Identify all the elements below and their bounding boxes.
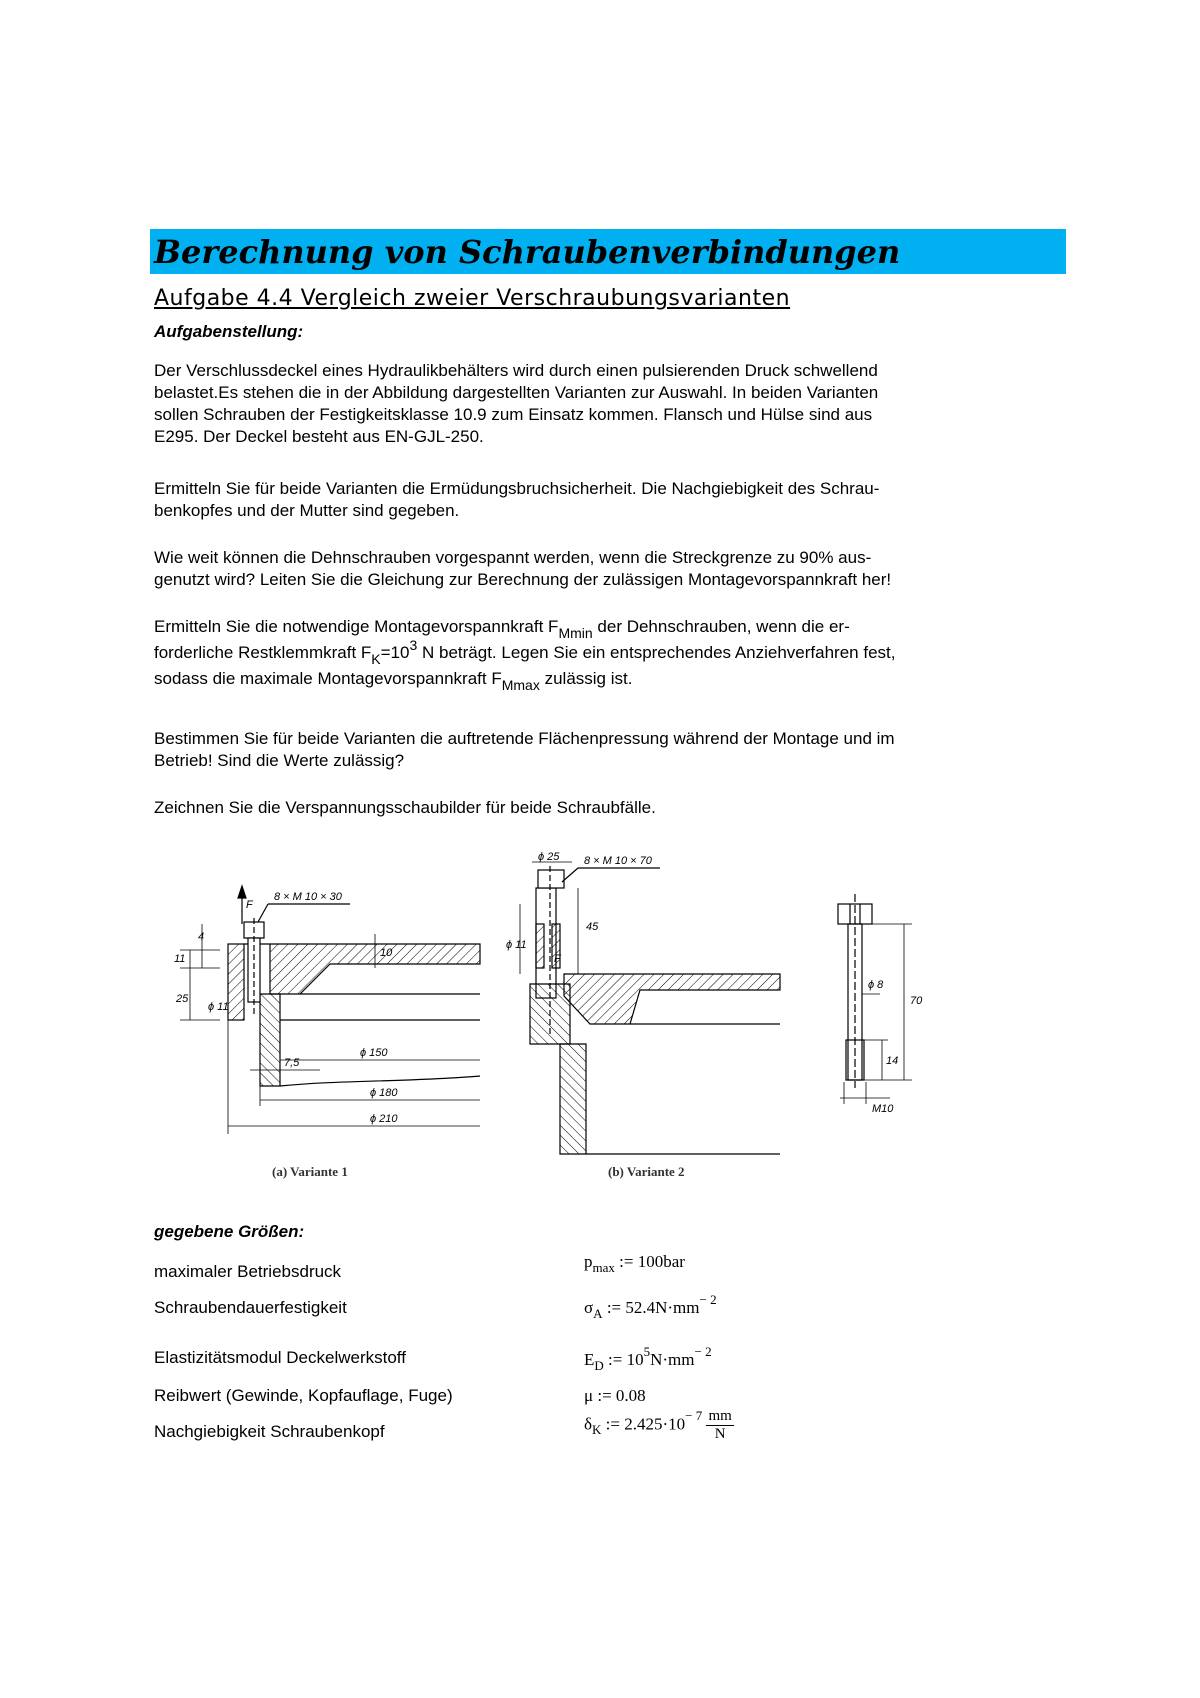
paragraph-assembly-force xyxy=(154,614,1054,692)
dim-d8-c: ϕ 8 xyxy=(868,979,884,991)
symbol: δ xyxy=(584,1414,593,1434)
superscript: − 2 xyxy=(699,1292,717,1307)
paragraph-intro xyxy=(154,360,1054,448)
dim-h10-a: 10 xyxy=(380,947,393,959)
symbol: μ xyxy=(584,1386,594,1405)
dim-l14-c: 14 xyxy=(886,1055,899,1067)
dim-d11-b: ϕ 11 xyxy=(506,939,527,951)
dim-d25-b: ϕ 25 xyxy=(538,851,560,863)
text-part: N beträgt. Legen Sie ein entsprechendes Anziehverfahren fest, xyxy=(417,643,896,662)
text-part: forderliche Restklemmkraft F xyxy=(154,643,372,662)
value-text: N·mm xyxy=(650,1350,695,1369)
caption-variant-2: (b) Variante 2 xyxy=(608,1164,685,1179)
superscript: 3 xyxy=(409,637,418,653)
variant-2-drawing xyxy=(520,862,780,1154)
technical-drawing xyxy=(160,851,1040,1184)
unit-fraction xyxy=(706,1408,733,1443)
subscript: K xyxy=(592,1422,602,1438)
given-value-friction xyxy=(584,1386,646,1406)
subscript: A xyxy=(593,1306,603,1321)
dim-l70-c: 70 xyxy=(910,995,923,1007)
text-line: benkopfes und der Mutter sind gegeben. xyxy=(154,501,460,520)
task-subtitle: Aufgabe 4.4 Vergleich zweier Verschraubungsvarianten xyxy=(154,286,791,311)
paragraph-fatigue xyxy=(154,478,1054,522)
given-label-fatigue-strength: Schraubendauerfestigkeit xyxy=(154,1298,347,1317)
symbol: E xyxy=(584,1350,595,1369)
text-part: =10 xyxy=(380,643,410,662)
given-label-pressure: maximaler Betriebsdruck xyxy=(154,1262,342,1281)
given-label-head-compliance: Nachgiebigkeit Schraubenkopf xyxy=(154,1422,385,1441)
value-text: := 100bar xyxy=(614,1252,685,1271)
text-part: Ermitteln Sie die notwendige Montagevorspannkraft F xyxy=(154,617,559,636)
dim-m10-c: M10 xyxy=(872,1103,894,1115)
paragraph-preload xyxy=(154,547,1054,591)
symbol: p xyxy=(584,1252,593,1271)
text-part: sodass die maximale Montagevorspannkraft F xyxy=(154,669,502,688)
dim-h45-b: 45 xyxy=(586,921,599,933)
text-line: E295. Der Deckel besteht aus EN-GJL-250. xyxy=(154,427,484,446)
subscript: D xyxy=(594,1358,604,1373)
given-value-modulus xyxy=(584,1344,712,1373)
page-title: Berechnung von Schraubenverbindungen xyxy=(154,233,901,271)
symbol: σ xyxy=(584,1298,594,1317)
text-line xyxy=(154,614,1054,640)
given-value-head-compliance xyxy=(584,1408,734,1443)
text-line: Ermitteln Sie für beide Varianten die Ermüdungsbruchsicherheit. Die Nachgiebigkeit des Schrau- xyxy=(154,479,880,498)
value-text: := 52.4N·mm xyxy=(602,1298,700,1317)
text-line: Der Verschlussdeckel eines Hydraulikbehälters wird durch einen pulsierenden Druck schwellend xyxy=(154,361,878,380)
superscript: − 2 xyxy=(694,1344,712,1359)
given-label-friction: Reibwert (Gewinde, Kopfauflage, Fuge) xyxy=(154,1386,453,1405)
given-heading: gegebene Größen: xyxy=(154,1222,305,1241)
paragraph-diagrams xyxy=(154,797,1054,819)
dim-bolt-spec-b: 8 × M 10 × 70 xyxy=(584,855,652,867)
text-line: belastet.Es stehen die in der Abbildung dargestellten Varianten zur Auswahl. In beiden Varianten xyxy=(154,383,879,402)
given-label-modulus: Elastizitätsmodul Deckelwerkstoff xyxy=(154,1348,406,1367)
paragraph-surface-pressure xyxy=(154,728,1054,772)
dim-d210-a: ϕ 210 xyxy=(370,1113,398,1125)
dim-w75-a: 7,5 xyxy=(284,1057,300,1069)
given-value-pressure xyxy=(584,1252,685,1275)
text-line xyxy=(154,637,1054,667)
dim-force-a: F xyxy=(246,899,253,911)
subscript: K xyxy=(371,651,381,667)
fraction-numerator: mm xyxy=(708,1408,732,1424)
subscript: max xyxy=(592,1260,615,1275)
fraction-denominator: N xyxy=(714,1426,726,1442)
text-line: Bestimmen Sie für beide Varianten die auftretende Flächenpressung während der Montage und im xyxy=(154,729,895,748)
text-line: Wie weit können die Dehnschrauben vorgespannt werden, wenn die Streckgrenze zu 90% aus- xyxy=(154,548,872,567)
value-text: := 10 xyxy=(603,1350,644,1369)
title-banner xyxy=(150,229,1066,274)
dim-h25-a: 25 xyxy=(176,993,189,1005)
value-text: := 2.425·10 xyxy=(601,1414,686,1434)
subscript: Mmin xyxy=(558,625,593,641)
superscript: − 7 xyxy=(685,1408,703,1424)
superscript: 5 xyxy=(643,1344,651,1359)
value-text: := 0.08 xyxy=(593,1386,646,1405)
dim-d150-a: ϕ 150 xyxy=(360,1047,388,1059)
text-line xyxy=(154,666,1054,692)
text-part: zulässig ist. xyxy=(539,669,633,688)
text-line: Betrieb! Sind die Werte zulässig? xyxy=(154,751,405,770)
dim-h11-a: 11 xyxy=(174,953,186,965)
subscript: Mmax xyxy=(501,677,540,693)
text-part: der Dehnschrauben, wenn die er- xyxy=(592,617,850,636)
dim-d180-a: ϕ 180 xyxy=(370,1087,398,1099)
text-line: sollen Schrauben der Festigkeitsklasse 10.9 zum Einsatz kommen. Flansch und Hülse sind aus xyxy=(154,405,873,424)
text-line: genutzt wird? Leiten Sie die Gleichung zur Berechnung der zulässigen Montagevorspannkraft her! xyxy=(154,570,892,589)
bolt-detail-drawing xyxy=(838,894,912,1104)
dim-d11-a: ϕ 11 xyxy=(208,1001,229,1013)
dim-h4-a: 4 xyxy=(198,931,205,943)
dim-force-b: F xyxy=(554,953,561,965)
text-line: Zeichnen Sie die Verspannungsschaubilder für beide Schraubfälle. xyxy=(154,798,656,817)
dim-bolt-spec-a: 8 × M 10 × 30 xyxy=(274,891,342,903)
given-value-fatigue-strength xyxy=(584,1292,717,1321)
task-heading: Aufgabenstellung: xyxy=(154,322,304,341)
caption-variant-1: (a) Variante 1 xyxy=(272,1164,348,1179)
